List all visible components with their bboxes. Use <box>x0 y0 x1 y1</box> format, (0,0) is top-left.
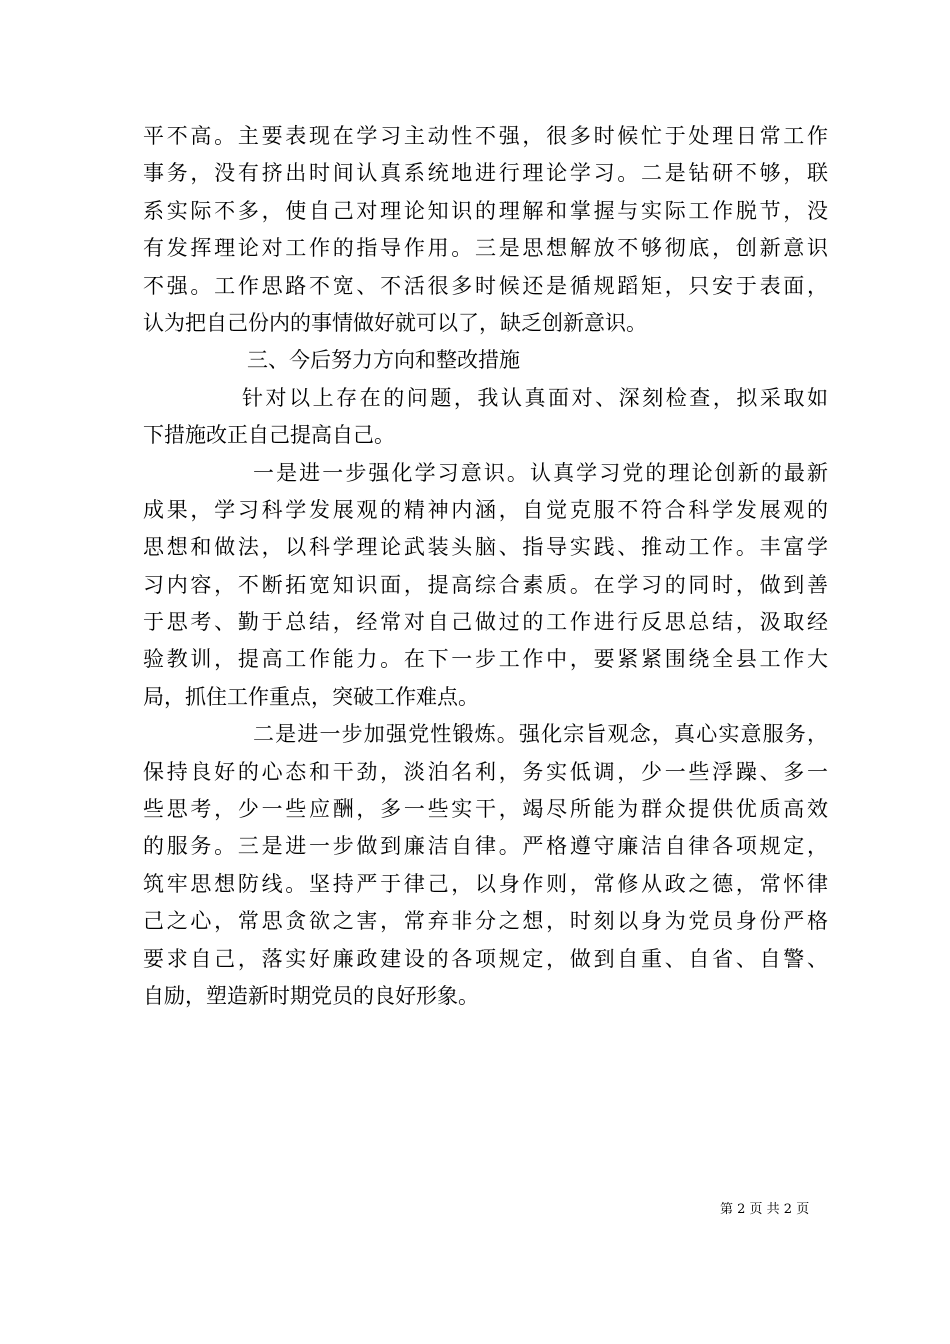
text-line: 的服务。三是进一步做到廉洁自律。严格遵守廉洁自律各项规定， <box>143 834 828 859</box>
text-line: 二是进一步加强党性锻炼。强化宗旨观念，真心实意服务， <box>253 722 828 747</box>
text-line: 些思考，少一些应酬，多一些实干，竭尽所能为群众提供优质高效 <box>143 797 828 822</box>
text-line: 认为把自己份内的事情做好就可以了，缺乏创新意识。 <box>143 310 647 335</box>
text-line: 要求自己，落实好廉政建设的各项规定，做到自重、自省、自警、 <box>143 946 828 971</box>
text-line: 系实际不多，使自己对理论知识的理解和掌握与实际工作脱节，没 <box>143 198 828 223</box>
text-line: 保持良好的心态和干劲，淡泊名利，务实低调，少一些浮躁、多一 <box>143 759 828 784</box>
text-line: 平不高。主要表现在学习主动性不强，很多时候忙于处理日常工作 <box>143 124 828 148</box>
text-line: 针对以上存在的问题，我认真面对、深刻检查，拟采取如 <box>242 385 828 410</box>
text-line: 于思考、勤于总结，经常对自己做过的工作进行反思总结，汲取经 <box>143 610 828 635</box>
text-line: 筑牢思想防线。坚持严于律己，以身作则，常修从政之德，常怀律 <box>143 871 828 896</box>
text-line: 习内容，不断拓宽知识面，提高综合素质。在学习的同时，做到善 <box>143 572 828 597</box>
text-line: 自励，塑造新时期党员的良好形象。 <box>143 983 479 1008</box>
text-line: 思想和做法，以科学理论武装头脑、指导实践、推动工作。丰富学 <box>143 535 828 560</box>
text-line: 有发挥理论对工作的指导作用。三是思想解放不够彻底，创新意识 <box>143 236 828 261</box>
text-line: 验教训，提高工作能力。在下一步工作中，要紧紧围绕全县工作大 <box>143 647 828 672</box>
text-line: 下措施改正自己提高自己。 <box>143 423 395 448</box>
section-heading: 三、今后努力方向和整改措施 <box>247 348 520 373</box>
text-line: 成果，学习科学发展观的精神内涵，自觉克服不符合科学发展观的 <box>143 497 828 522</box>
document-body <box>143 118 828 1015</box>
text-line: 己之心，常思贪欲之害，常弃非分之想，时刻以身为党员身份严格 <box>143 909 828 934</box>
text-line: 事务，没有挤出时间认真系统地进行理论学习。二是钻研不够，联 <box>143 161 828 186</box>
text-line: 一是进一步强化学习意识。认真学习党的理论创新的最新 <box>253 460 828 485</box>
text-line: 局，抓住工作重点，突破工作难点。 <box>143 684 479 709</box>
page-number-footer: 第 2 页 共 2 页 <box>720 1202 810 1217</box>
text-line: 不强。工作思路不宽、不活很多时候还是循规蹈矩，只安于表面， <box>143 273 828 298</box>
